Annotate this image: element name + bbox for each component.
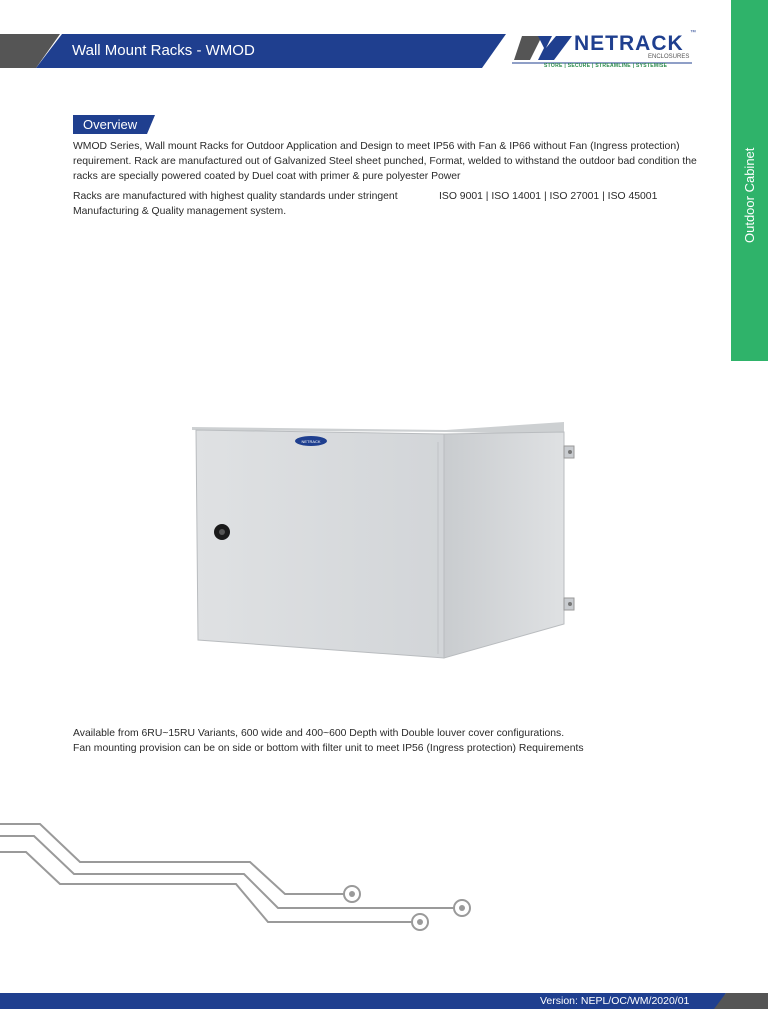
door-badge-text: NETRACK <box>301 439 321 444</box>
page-title: Wall Mount Racks - WMOD <box>72 42 255 59</box>
iso-certifications: ISO 9001 | ISO 14001 | ISO 27001 | ISO 45001 <box>439 191 658 202</box>
availability-line-2: Fan mounting provision can be on side or bottom with filter unit to meet IP56 (Ingress protection) Requirements <box>73 743 584 754</box>
circuit-decoration-icon <box>0 812 480 942</box>
overview-paragraph: WMOD Series, Wall mount Racks for Outdoor Application and Design to meet IP56 with Fan & IP66 without Fan (Ingress protection) requirement. Rack are manufactured out of Galvanized Steel sheet punched, Format, welded to withstand the outdoor bad condition the racks are specially powered coated by Duel coat with primer & pure polyester Power <box>73 141 697 182</box>
brand-subtitle: ENCLOSURES <box>648 54 690 60</box>
quality-paragraph: Racks are manufactured with highest quality standards under stringent Manufacturing & Quality management system. <box>73 191 398 217</box>
document-version: Version: NEPL/OC/WM/2020/01 <box>540 995 690 1007</box>
availability-line-1: Available from 6RU~15RU Variants, 600 wide and 400~600 Depth with Double louver cover configurations. <box>73 728 565 739</box>
brand-name: NETRACK <box>574 32 684 55</box>
wall-mount-rack-image <box>188 418 580 664</box>
brand-tagline: STORE | SECURE | STREAMLINE | SYSTEMISE <box>544 63 668 69</box>
brand-trademark: ™ <box>690 30 696 36</box>
overview-heading: Overview <box>83 117 138 132</box>
category-label: Outdoor Cabinet <box>742 147 757 243</box>
